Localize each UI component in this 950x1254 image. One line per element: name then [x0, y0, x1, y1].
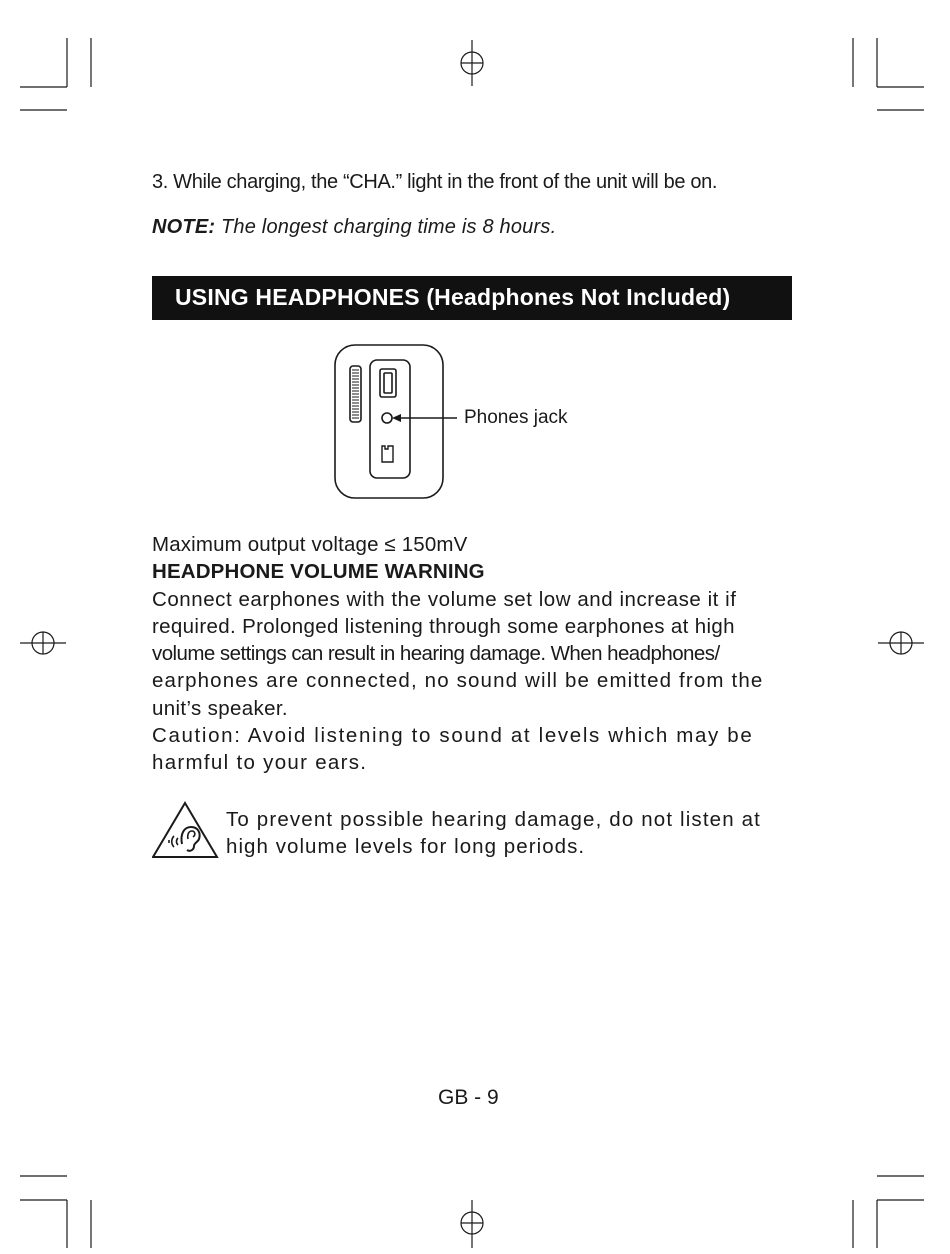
caution-line: Caution: Avoid listening to sound at levels which may be [152, 724, 754, 748]
warning-line: earphones are connected, no sound will be emitted from the [152, 669, 764, 693]
port-panel [370, 360, 410, 478]
hearing-damage-warning-icon [152, 800, 220, 860]
callout-arrow-icon [392, 414, 401, 422]
caution-line: harmful to your ears. [152, 751, 368, 775]
warning-line: required. Prolonged listening through some earphones at high [152, 614, 735, 638]
section-heading-bar [152, 276, 792, 320]
note-text: The longest charging time is 8 hours. [215, 216, 557, 238]
section-title: USING HEADPHONES (Headphones Not Included) [175, 284, 731, 310]
charging-note [152, 216, 556, 239]
charging-step-3: 3. While charging, the “CHA.” light in the front of the unit will be on. [152, 171, 718, 193]
warning-line: volume settings can result in hearing damage. When headphones/ [152, 642, 720, 666]
device-side-panel-illustration [330, 340, 460, 510]
card-slot-icon [382, 446, 393, 462]
hearing-damage-warning-text [226, 806, 761, 861]
warning-line: Connect earphones with the volume set low and increase it if [152, 587, 737, 611]
headphone-warning-paragraph [152, 531, 763, 777]
note-label: NOTE: [152, 216, 216, 238]
warning-line: unit’s speaker. [152, 696, 288, 720]
phones-jack-label: Phones jack [464, 407, 568, 428]
hearing-warning-line: high volume levels for long periods. [226, 835, 586, 859]
phones-jack-icon [382, 413, 392, 423]
page-number: GB - 9 [438, 1086, 499, 1109]
max-output-voltage: Maximum output voltage ≤ 150mV [152, 533, 468, 556]
warning-heading: HEADPHONE VOLUME WARNING [152, 560, 485, 584]
hearing-warning-line: To prevent possible hearing damage, do not listen at [226, 808, 762, 831]
